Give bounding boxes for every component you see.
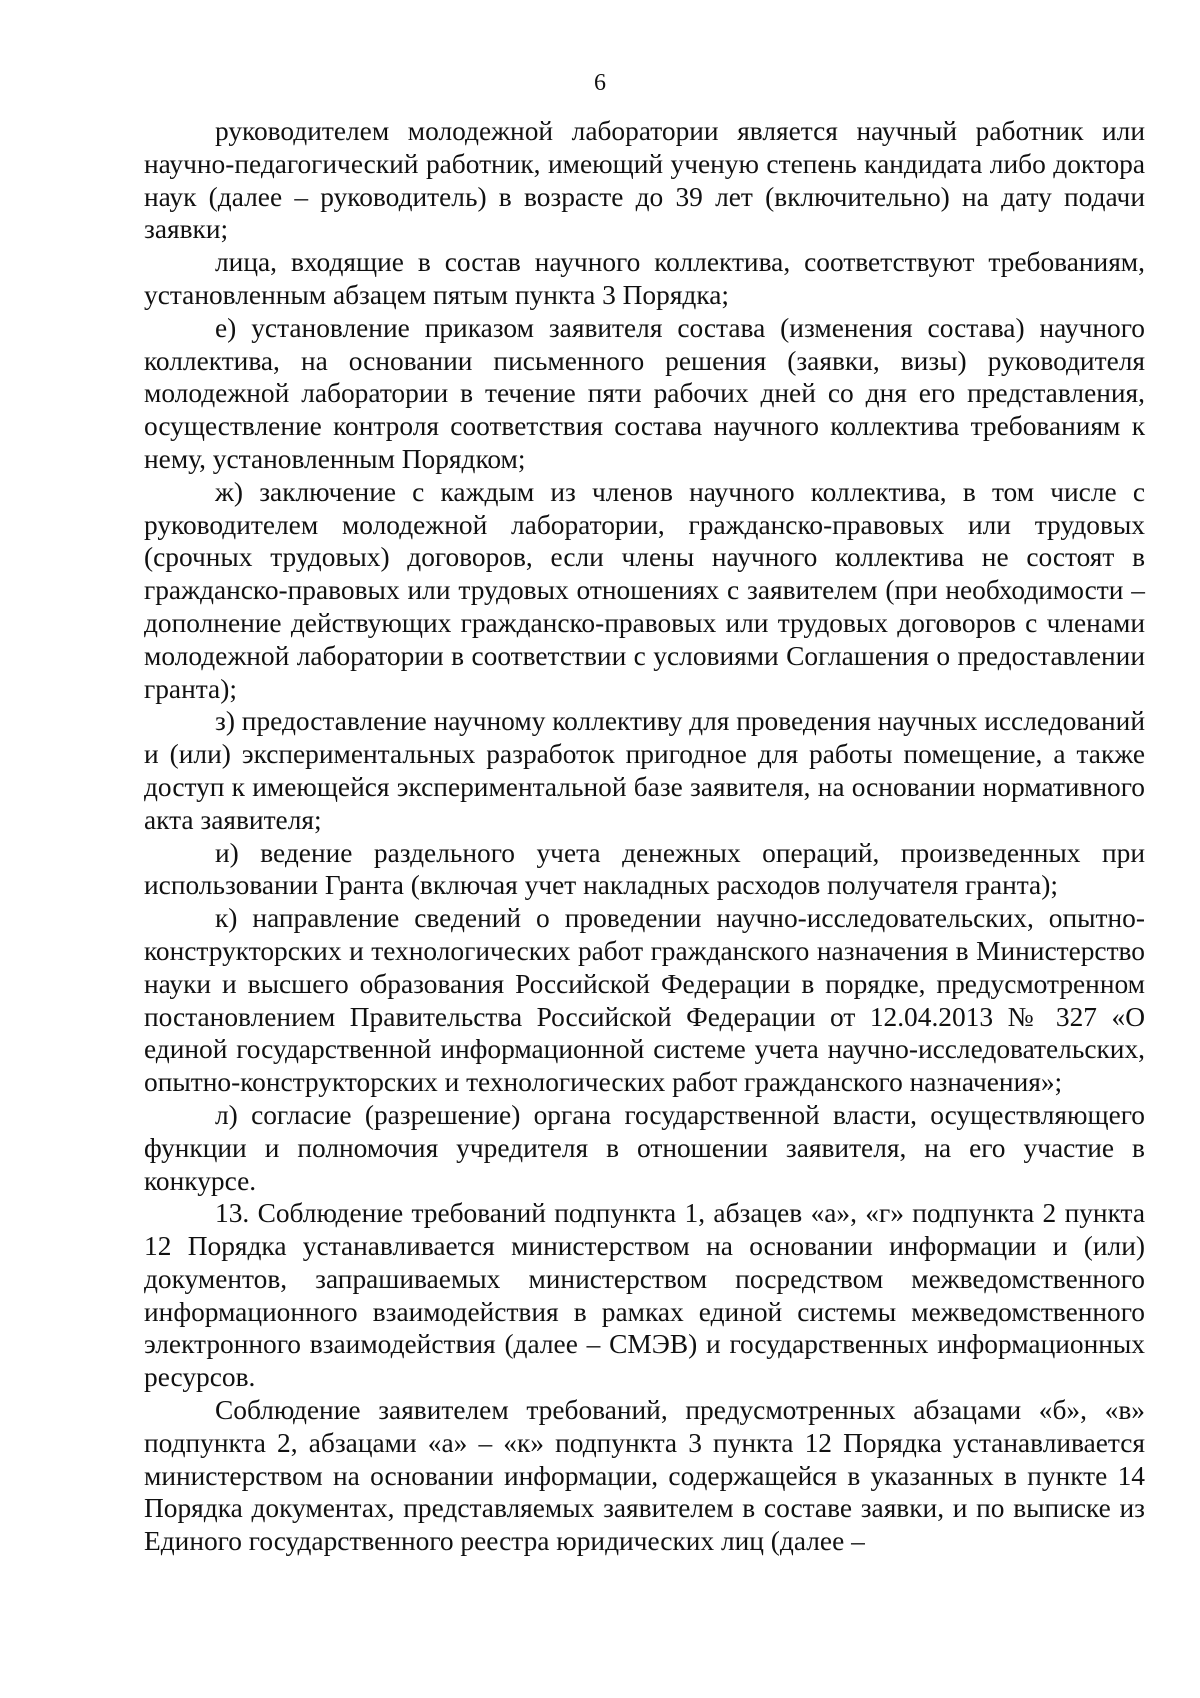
paragraph-compliance: Соблюдение заявителем требований, предусмотренных абзацами «б», «в» подпункта 2, абзацами «а» – «к» подпункта 3 пункта 12 Порядка устанавливается министерством на основании информации, содержащейся в указанных в пункте 14 Порядка документах, представляемых заявителем в составе заявки, и по выписке из Единого государственного реестра юридических лиц (далее –: [144, 1395, 1145, 1557]
paragraph-item-e: е) установление приказом заявителя состава (изменения состава) научного коллектива, на основании письменного решения (заявки, визы) руководителя молодежной лаборатории в течение пяти рабочих дней со дня его представления, осуществление контроля соответствия состава научного коллектива требованиям к нему, установленным Порядком;: [144, 312, 1145, 474]
paragraph-head-qualification: руководителем молодежной лаборатории является научный работник или научно-педагогический работник, имеющий ученую степень кандидата либо доктора наук (далее – руководитель) в возрасте до 39 лет (включительно) на дату подачи заявки;: [144, 116, 1145, 245]
paragraph-item-i: и) ведение раздельного учета денежных операций, произведенных при использовании Гранта (включая учет накладных расходов получателя гранта);: [144, 837, 1145, 901]
paragraph-item-k: к) направление сведений о проведении научно-исследовательских, опытно-конструкторских и технологических работ гражданского назначения в Министерство науки и высшего образования Российской Федерации в порядке, предусмотренном постановлением Правительства Российской Федерации от 12.04.2013 № 327 «О единой государственной информационной системе учета научно-исследовательских, опытно-конструкторских и технологических работ гражданского назначения»;: [144, 903, 1145, 1098]
paragraph-item-z: з) предоставление научному коллективу для проведения научных исследований и (или) экспериментальных разработок пригодное для работы помещение, а также доступ к имеющейся экспериментальной базе заявителя, на основании нормативного акта заявителя;: [144, 706, 1145, 835]
paragraph-item-zh: ж) заключение с каждым из членов научного коллектива, в том числе с руководителем молодежной лаборатории, гражданско-правовых или трудовых (срочных трудовых) договоров, если члены научного коллектива не состоят в гражданско-правовых или трудовых отношениях с заявителем (при необходимости – дополнение действующих гражданско-правовых или трудовых договоров с членами молодежной лаборатории в соответствии с условиями Соглашения о предоставлении гранта);: [144, 476, 1145, 704]
paragraph-item-l: л) согласие (разрешение) органа государственной власти, осуществляющего функции и полномочия учредителя в отношении заявителя, на его участие в конкурсе.: [144, 1099, 1145, 1196]
page-number: 6: [594, 70, 606, 96]
document-body: [144, 115, 1145, 1558]
paragraph-clause-13: 13. Соблюдение требований подпункта 1, абзацев «а», «г» подпункта 2 пункта 12 Порядка устанавливается министерством на основании информации и (или) документов, запрашиваемых министерством посредством межведомственного информационного взаимодействия в рамках единой системы межведомственного электронного взаимодействия (далее – СМЭВ) и государственных информационных ресурсов.: [144, 1198, 1145, 1393]
paragraph-team-requirements: лица, входящие в состав научного коллектива, соответствуют требованиям, установленным абзацем пятым пункта 3 Порядка;: [144, 247, 1145, 310]
